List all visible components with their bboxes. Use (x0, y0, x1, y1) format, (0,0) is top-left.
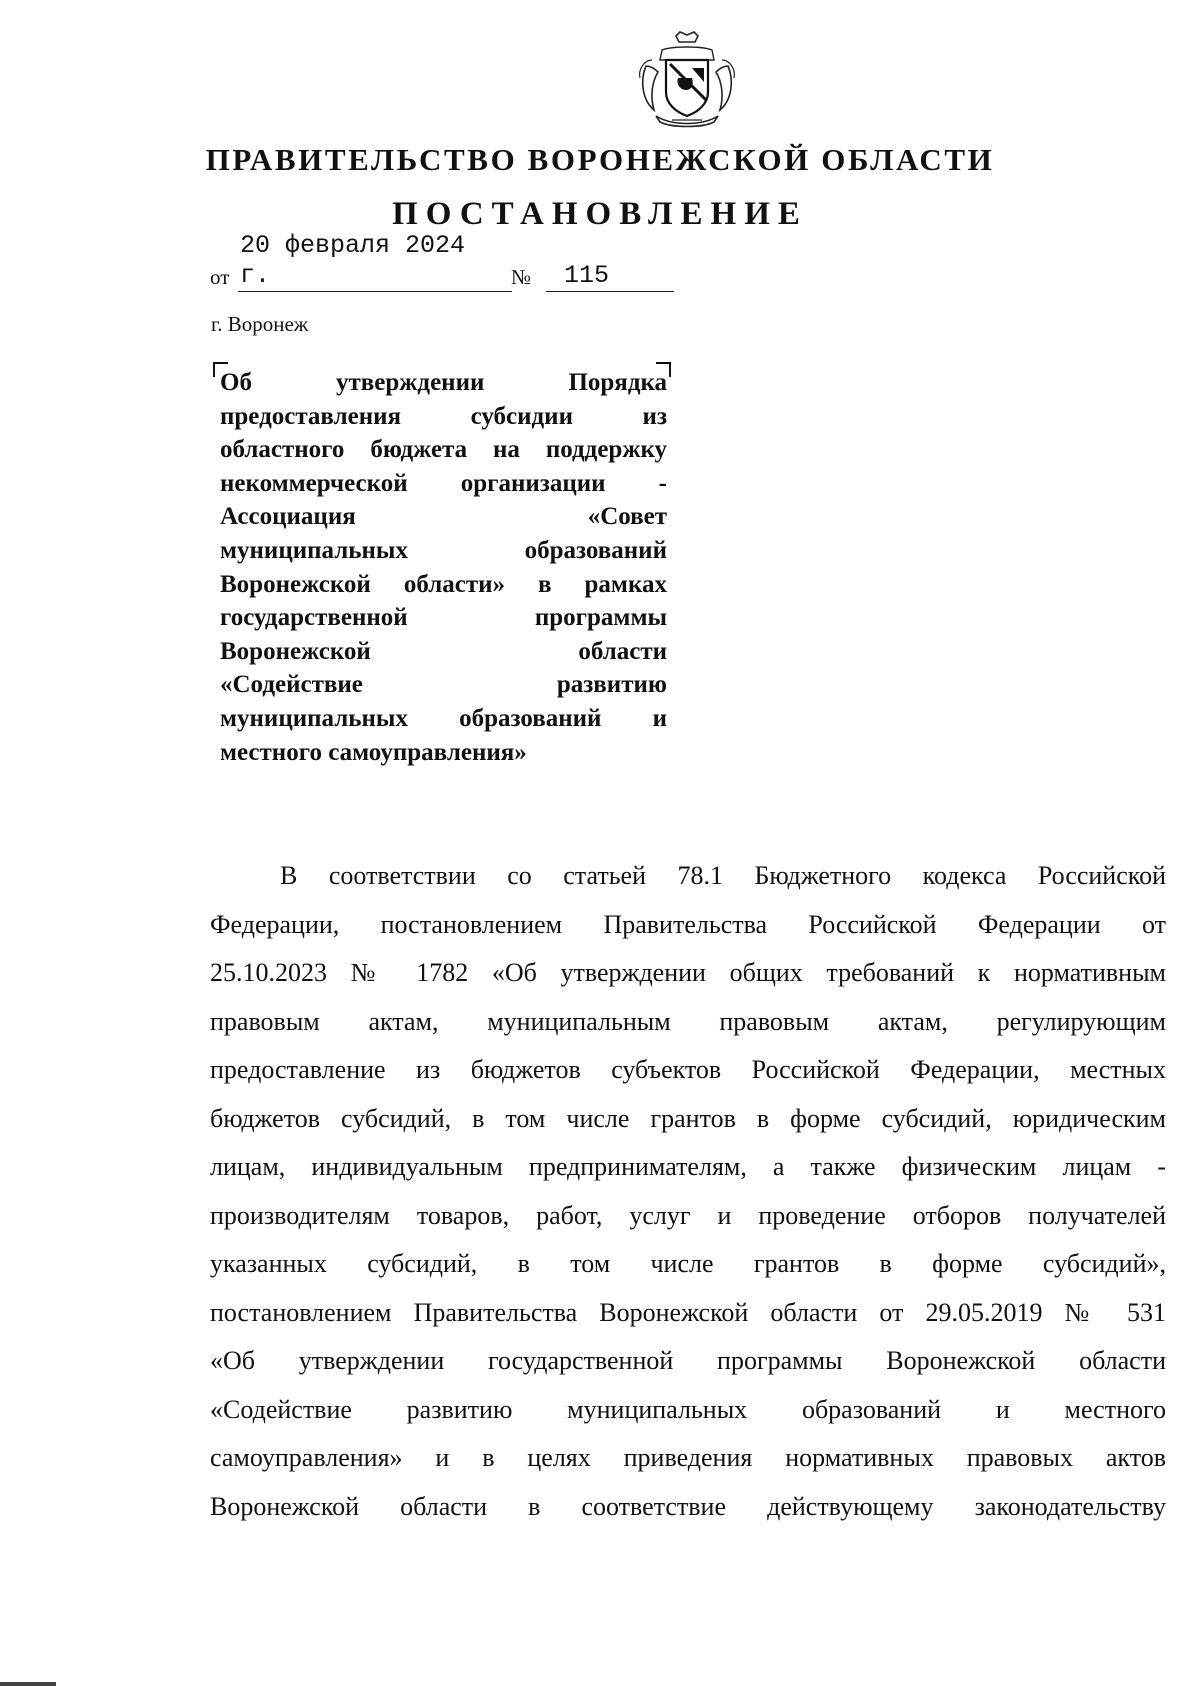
body-line: самоуправления» и в целях приведения нормативных правовых актов (210, 1443, 1166, 1472)
title-line: «Содействие развитию (220, 671, 667, 699)
title-line: Об утверждении Порядка (220, 369, 667, 396)
title-line: государственной программы (220, 604, 667, 632)
date-number-line (210, 231, 690, 294)
title-line: муниципальных образований и (220, 704, 667, 732)
body-line: бюджетов субсидий, в том числе грантов в форме субсидий, юридическим (210, 1103, 1166, 1133)
government-name: ПРАВИТЕЛЬСТВО ВОРОНЕЖСКОЙ ОБЛАСТИ (205, 142, 995, 177)
document-number: 115 (546, 261, 674, 292)
title-line: предоставления субсидии из (220, 402, 667, 430)
title-line: областного бюджета на поддержку (220, 436, 667, 464)
document-type: ПОСТАНОВЛЕНИЕ (392, 196, 808, 232)
preamble-text (210, 852, 1166, 1531)
document-date: 20 февраля 2024 г. (238, 231, 512, 292)
title-line: Воронежской области (220, 637, 667, 665)
number-label: № (511, 265, 532, 289)
body-line: предоставление из бюджетов субъектов Российской Федерации, местных (210, 1055, 1166, 1084)
scan-edge-mark (0, 1682, 56, 1686)
title-line: местного самоуправления» (220, 738, 527, 766)
from-label: от (210, 265, 230, 289)
coat-of-arms-icon (632, 30, 742, 130)
body-line: «Содействие развитию муниципальных образований и местного (210, 1394, 1166, 1424)
body-line: постановлением Правительства Воронежской области от 29.05.2019 № 531 (210, 1297, 1166, 1327)
body-line: Воронежской области в соответствие действующему законодательству (210, 1491, 1166, 1521)
body-line: В соответствии со статьей 78.1 Бюджетного кодекса Российской (280, 861, 1166, 890)
title-line: муниципальных образований (220, 536, 667, 564)
title-line: Воронежской области» в рамках (220, 570, 667, 598)
body-line: лицам, индивидуальным предпринимателям, а также физическим лицам - (210, 1152, 1166, 1181)
body-line: 25.10.2023 № 1782 «Об утверждении общих требований к нормативным (210, 958, 1166, 987)
body-line: Федерации, постановлением Правительства Российской Федерации от (210, 909, 1166, 939)
document-title (220, 366, 667, 769)
body-line: производителям товаров, работ, услуг и проведение отборов получателей (210, 1200, 1166, 1230)
body-line: указанных субсидий, в том числе грантов в форме субсидий», (210, 1249, 1166, 1278)
body-line: «Об утверждении государственной программы Воронежской области (210, 1346, 1166, 1375)
city: г. Воронеж (211, 312, 309, 336)
title-line: некоммерческой организации - (220, 469, 667, 497)
title-line: Ассоциация «Совет (220, 503, 667, 531)
body-line: правовым актам, муниципальным правовым актам, регулирующим (210, 1006, 1166, 1036)
